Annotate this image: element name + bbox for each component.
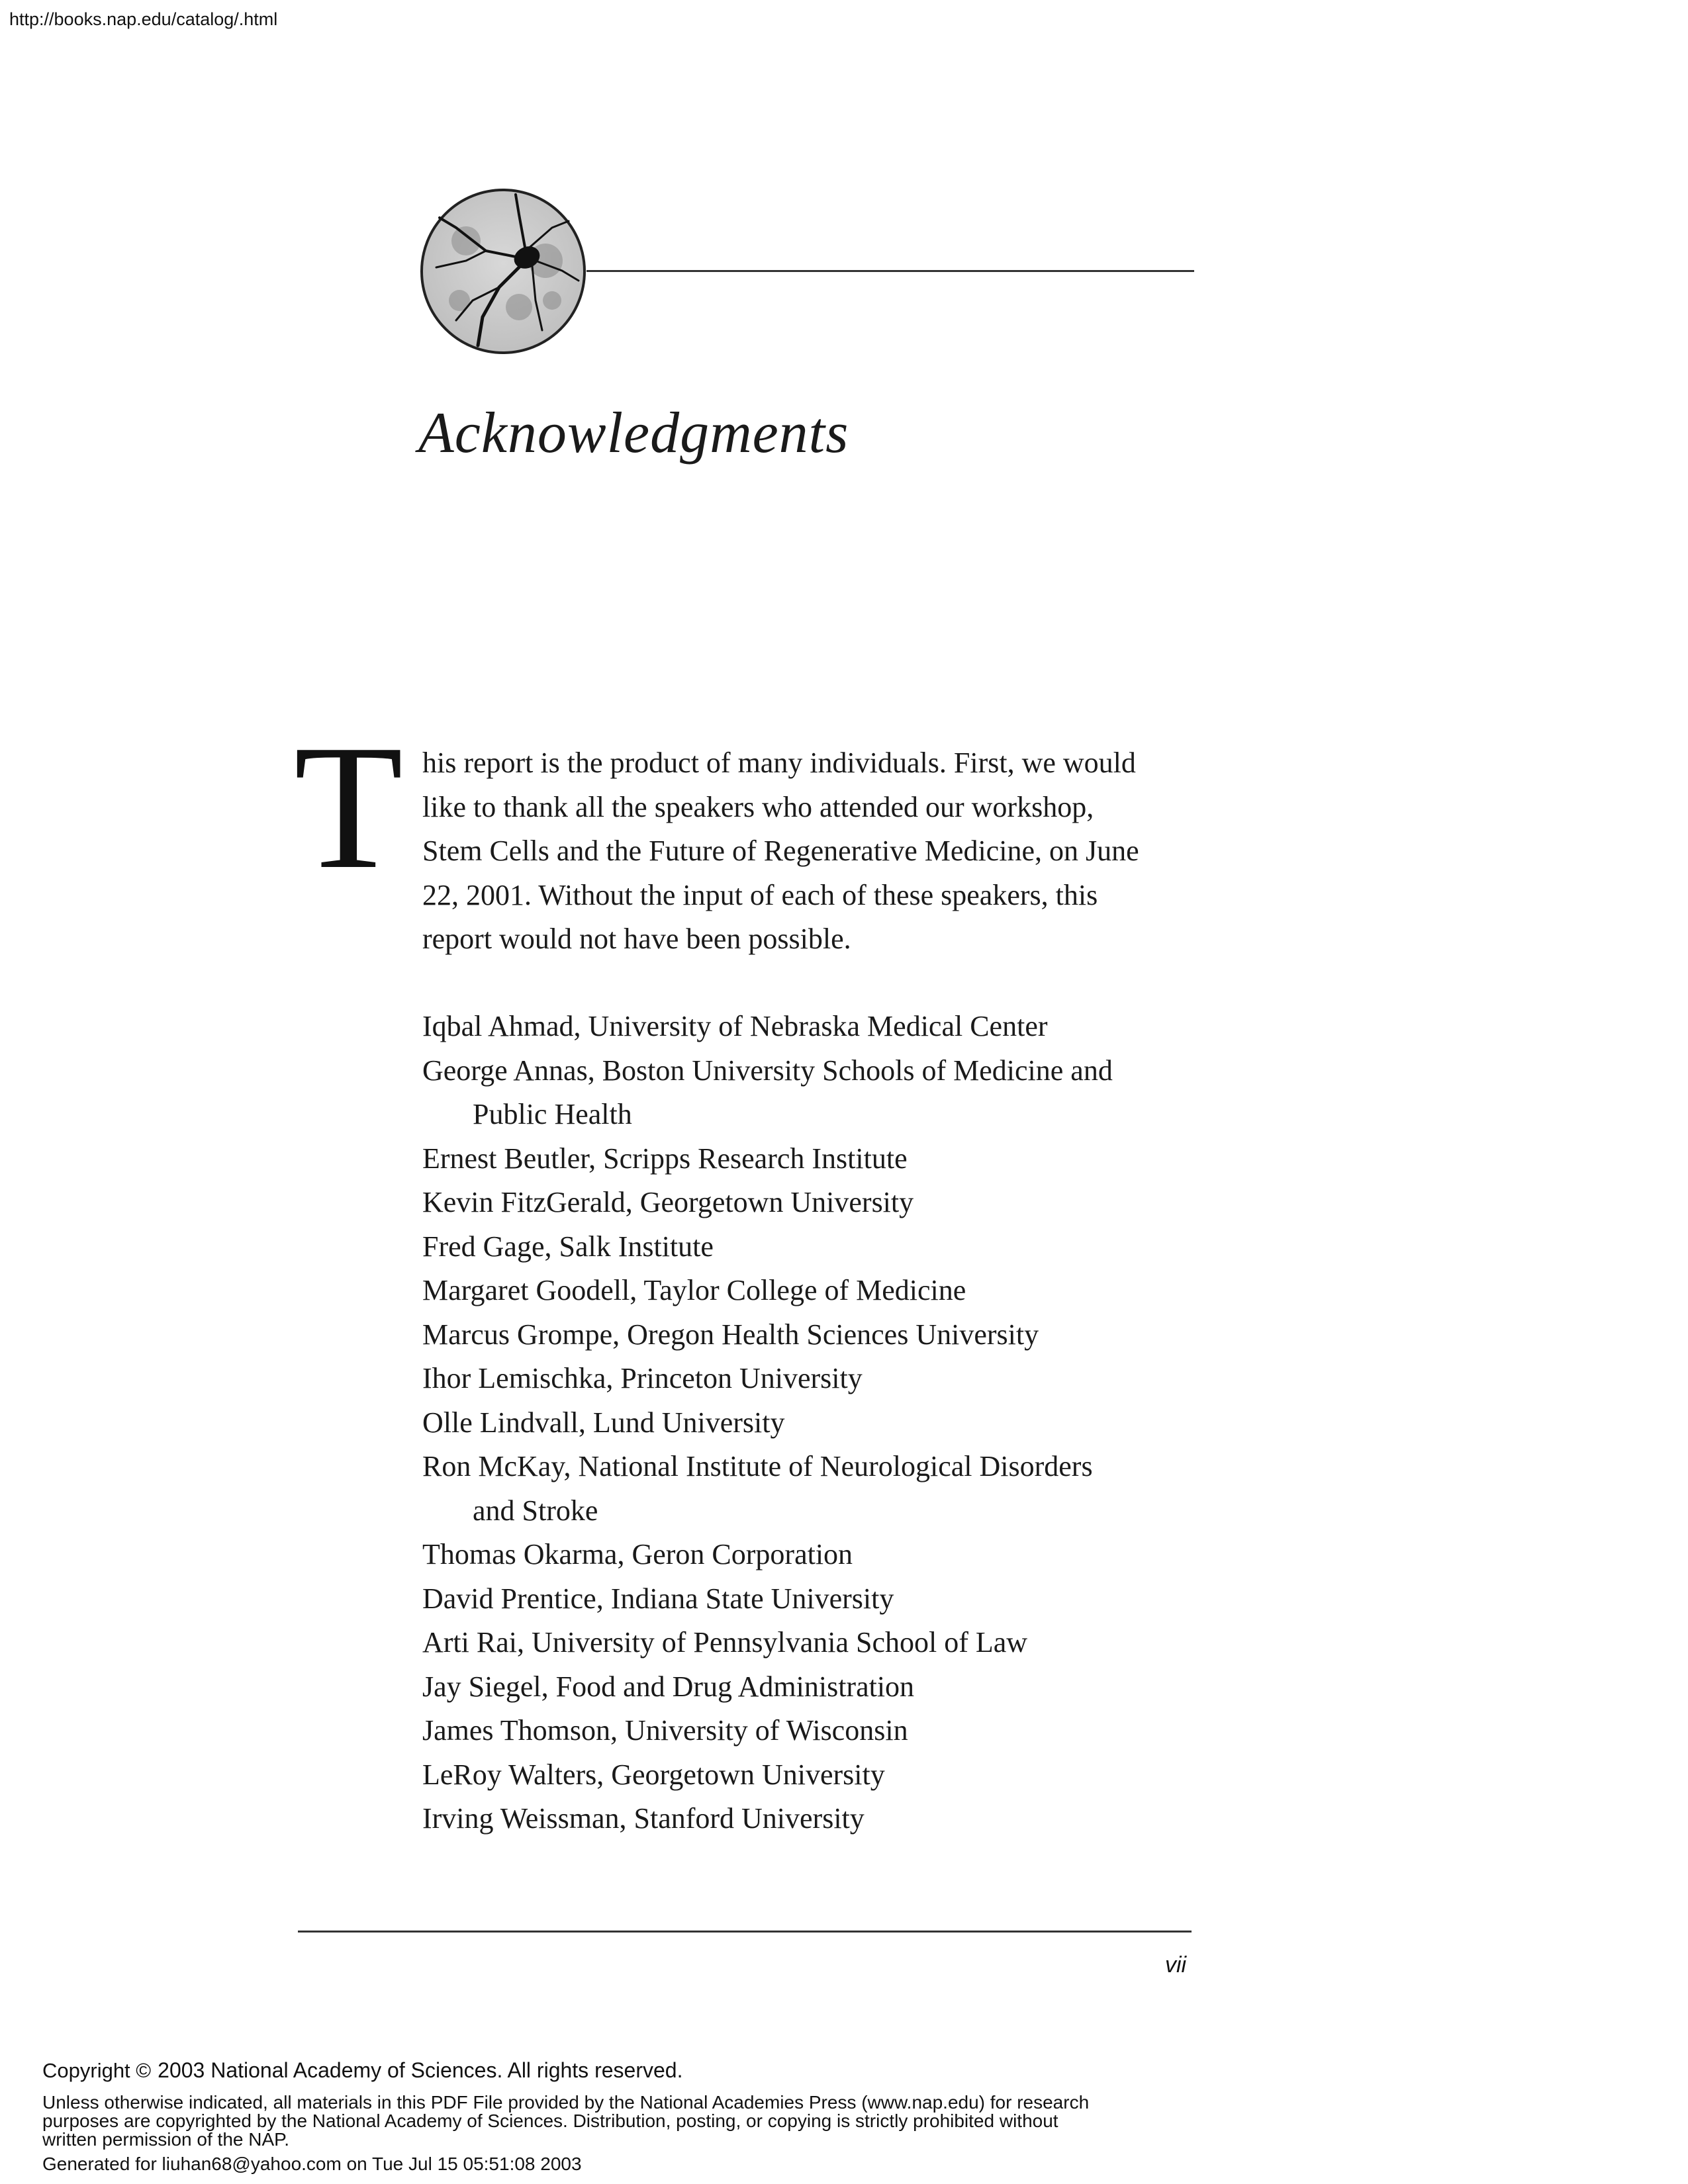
intro-line: like to thank all the speakers who attended our workshop, (422, 790, 1094, 823)
speaker-entry: Irving Weissman, Stanford University (422, 1802, 865, 1835)
speaker-entry: LeRoy Walters, Georgetown University (422, 1758, 885, 1791)
source-url[interactable]: http://books.nap.edu/catalog/.html (9, 9, 278, 29)
copyright-label: Copyright © (42, 2059, 152, 2082)
speaker-entry: Thomas Okarma, Geron Corporation (422, 1538, 853, 1570)
speaker-entry: George Annas, Boston University Schools of Medicine and (422, 1054, 1113, 1087)
chapter-title: Acknowledgments (418, 401, 849, 465)
speaker-entry: Marcus Grompe, Oregon Health Sciences University (422, 1318, 1039, 1351)
footer-rule (298, 1931, 1192, 1933)
speaker-entry: Jay Siegel, Food and Drug Administration (422, 1670, 915, 1703)
speaker-continuation: Public Health (473, 1098, 632, 1130)
notice-line: written permission of the NAP. (42, 2129, 289, 2150)
notice-line: Unless otherwise indicated, all materials in this PDF File provided by the National Academies Press (www.nap.edu) for research (42, 2092, 1090, 2113)
speaker-entry: Olle Lindvall, Lund University (422, 1406, 785, 1439)
generated-stamp: Generated for liuhan68@yahoo.com on Tue Jul 15 05:51:08 2003 (42, 2154, 582, 2174)
intro-line: Stem Cells and the Future of Regenerative Medicine, on June (422, 835, 1139, 867)
speaker-list (422, 1005, 1217, 1841)
speaker-entry: David Prentice, Indiana State University (422, 1582, 894, 1615)
intro-line: his report is the product of many individuals. First, we would (422, 747, 1136, 779)
neuron-emblem-icon (420, 188, 586, 355)
speaker-entry: Ernest Beutler, Scripps Research Institute (422, 1142, 908, 1175)
copyright-text: 2003 National Academy of Sciences. All rights reserved. (158, 2058, 683, 2082)
speaker-entry: Ihor Lemischka, Princeton University (422, 1362, 863, 1394)
intro-paragraph (422, 741, 1203, 962)
header-rule (586, 270, 1194, 272)
rights-notice (42, 2093, 1234, 2149)
speaker-entry: Ron McKay, National Institute of Neurological Disorders (422, 1450, 1093, 1482)
intro-line: report would not have been possible. (422, 923, 851, 955)
drop-cap: T (294, 708, 403, 906)
speaker-entry: Kevin FitzGerald, Georgetown University (422, 1186, 914, 1218)
speaker-entry: Iqbal Ahmad, University of Nebraska Medical Center (422, 1010, 1048, 1042)
copyright-line (42, 2058, 682, 2083)
intro-line: 22, 2001. Without the input of each of these speakers, this (422, 878, 1098, 911)
speaker-entry: Arti Rai, University of Pennsylvania School of Law (422, 1626, 1028, 1659)
speaker-continuation: and Stroke (473, 1494, 598, 1527)
speaker-entry: Fred Gage, Salk Institute (422, 1230, 714, 1263)
speaker-entry: Margaret Goodell, Taylor College of Medicine (422, 1274, 966, 1306)
page-number: vii (1165, 1952, 1187, 1978)
speaker-entry: James Thomson, University of Wisconsin (422, 1714, 908, 1747)
notice-line: purposes are copyrighted by the National Academy of Sciences. Distribution, posting, or copying is strictly prohibited without (42, 2111, 1058, 2131)
